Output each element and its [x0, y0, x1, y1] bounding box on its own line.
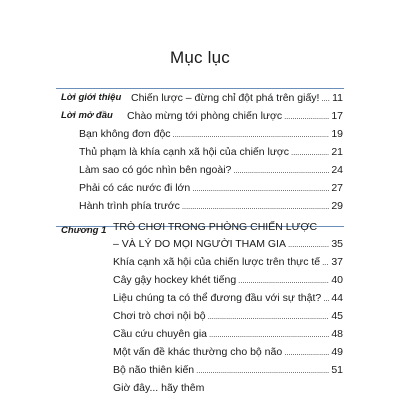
entry-page: 45: [331, 310, 343, 322]
leader-dots: [284, 110, 329, 123]
preface-label: Lời mở đầu: [61, 110, 113, 121]
entry-title: Chơi trò chơi nội bộ: [113, 310, 206, 322]
entry-title: Hành trình phía trước: [79, 200, 180, 212]
leader-dots: [233, 164, 329, 177]
entry-title: Một vấn đề khác thường cho bộ não: [113, 346, 283, 358]
entry-page: 49: [331, 346, 343, 358]
entry-page: 19: [331, 128, 343, 140]
chapter-title-line1: TRÒ CHƠI TRONG PHÒNG CHIẾN LƯỢC: [113, 221, 318, 233]
leader-dots: [182, 200, 329, 213]
leader-dots: [322, 256, 329, 269]
toc-entry[interactable]: [113, 292, 343, 305]
entry-title: Liệu chúng ta có thể đương đầu với sự thật?: [113, 292, 322, 304]
entry-title: Thủ phạm là khía cạnh xã hội của chiến lược: [79, 146, 290, 158]
leader-dots: [288, 238, 329, 251]
entry-page: 11: [332, 92, 343, 104]
toc-entry-preface[interactable]: [127, 110, 343, 123]
toc-entry[interactable]: [113, 274, 343, 287]
toc-entry[interactable]: [79, 200, 343, 213]
entry-title: Bạn không đơn độc: [79, 128, 171, 140]
toc-entry[interactable]: [79, 146, 343, 159]
entry-page: 40: [331, 274, 343, 286]
entry-page: 35: [331, 238, 343, 250]
leader-dots: [238, 274, 329, 287]
toc-entry[interactable]: [79, 164, 343, 177]
entry-page: 37: [331, 256, 343, 268]
page-title: Mục lục: [170, 48, 230, 67]
entry-page: 17: [331, 110, 343, 122]
toc-entry[interactable]: [113, 328, 343, 341]
leader-dots: [321, 92, 330, 105]
toc-entry-chapter1[interactable]: [113, 238, 343, 251]
intro-label: Lời giới thiệu: [61, 92, 122, 103]
entry-title: Chào mừng tới phòng chiến lược: [127, 110, 283, 122]
entry-page: 27: [331, 182, 343, 194]
leader-dots: [323, 292, 329, 305]
leader-dots: [173, 128, 330, 141]
toc-entry-partial[interactable]: Giờ đây... hãy thêm: [113, 382, 205, 394]
toc-entry-intro[interactable]: [131, 92, 343, 105]
entry-title: Cầu cứu chuyên gia: [113, 328, 208, 340]
leader-dots: [284, 346, 329, 359]
toc-entry[interactable]: [113, 346, 343, 359]
toc-entry[interactable]: [79, 128, 343, 141]
toc-entry[interactable]: [113, 310, 343, 323]
entry-page: 44: [331, 292, 343, 304]
entry-title: Cây gậy hockey khét tiếng: [113, 274, 237, 286]
entry-page: 21: [331, 146, 343, 158]
toc-entry[interactable]: [113, 256, 343, 269]
entry-title: Phải có các nước đi lớn: [79, 182, 191, 194]
leader-dots: [192, 182, 329, 195]
entry-title: Làm sao có góc nhìn bên ngoài?: [79, 164, 232, 176]
entry-title: Khía cạnh xã hội của chiến lược trên thực tế: [113, 256, 321, 268]
entry-title: – VÀ LÝ DO MỌI NGƯỜI THAM GIA: [113, 238, 286, 250]
divider-top: [56, 88, 344, 89]
leader-dots: [209, 328, 329, 341]
toc-entry[interactable]: [113, 364, 343, 377]
entry-title: Chiến lược – đừng chỉ đột phá trên giấy!: [131, 92, 320, 104]
entry-page: 51: [331, 364, 343, 376]
entry-page: 48: [331, 328, 343, 340]
leader-dots: [291, 146, 329, 159]
entry-page: 24: [331, 164, 343, 176]
entry-page: 29: [331, 200, 343, 212]
entry-title: Bộ não thiên kiến: [113, 364, 195, 376]
chapter-label: Chương 1: [61, 225, 107, 236]
leader-dots: [196, 364, 329, 377]
leader-dots: [208, 310, 330, 323]
toc-entry[interactable]: [79, 182, 343, 195]
